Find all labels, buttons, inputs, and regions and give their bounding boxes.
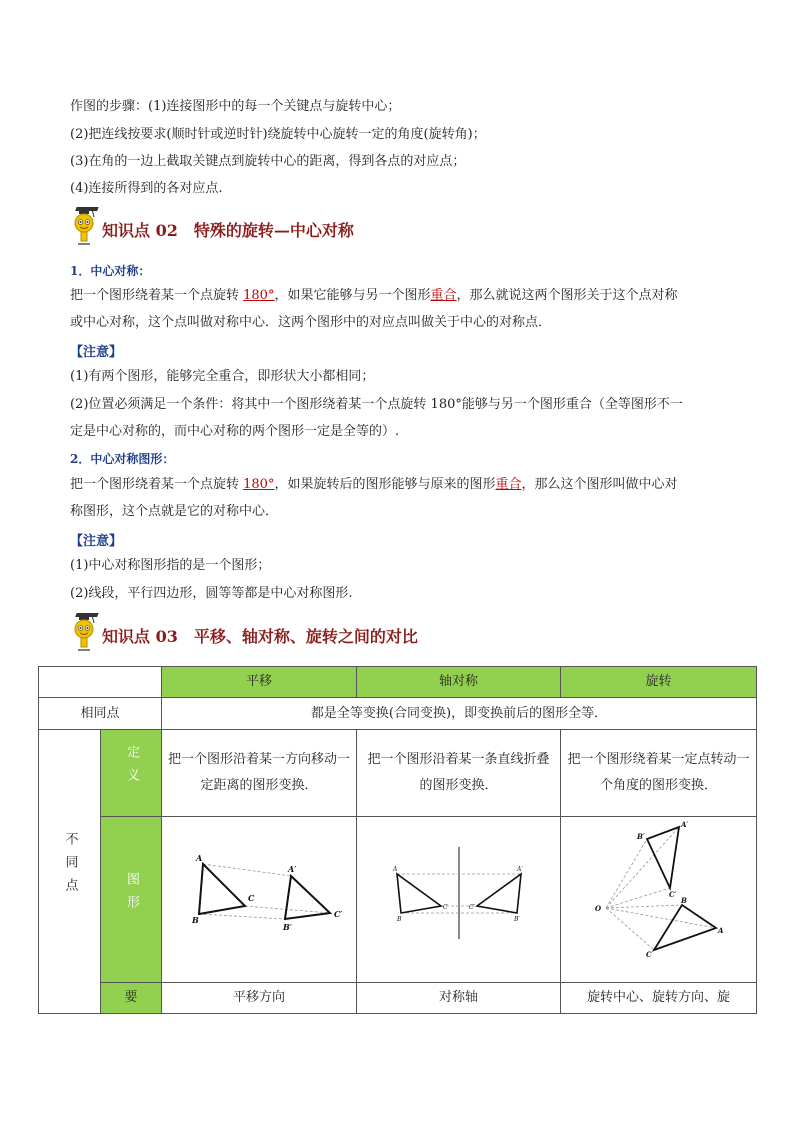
- intro-line-3: (3)在角的一边上截取关键点到旋转中心的距离，得到各点的对应点；: [70, 154, 466, 169]
- para2-degree: 180°: [243, 477, 275, 492]
- label-C-prime: C′: [669, 890, 677, 899]
- def-rotation: 把一个图形绕着某一定点转动一个角度的图形变换．: [561, 730, 757, 817]
- req-rotation: 旋转中心、旋转方向、旋: [561, 983, 757, 1014]
- label-B-prime: B′: [514, 916, 520, 923]
- label-B: B: [397, 916, 402, 923]
- reflection-diagram: [357, 817, 560, 972]
- label-C-prime: C′: [469, 904, 475, 911]
- kp03-heading: [68, 612, 468, 652]
- same-row: [39, 698, 757, 730]
- fig-rotation: [561, 817, 757, 983]
- label-A: A: [196, 853, 203, 863]
- header-rotation: 旋转: [561, 667, 757, 698]
- kp02-para1: [70, 287, 678, 305]
- note2-label: 【注意】: [70, 534, 123, 549]
- same-label: 相同点: [39, 698, 162, 730]
- note1-line-3: 定是中心对称的，而中心对称的两个图形一定是全等的）.: [70, 424, 400, 439]
- label-B-prime: B′: [637, 832, 645, 841]
- label-A-prime: A′: [288, 864, 297, 874]
- fig-label-cell: [101, 817, 162, 983]
- scholar-mascot-icon: [68, 206, 100, 246]
- def-reflection: 把一个图形沿着某一条直线折叠的图形变换．: [357, 730, 561, 817]
- para2-post: ，那么这个图形叫做中心对: [521, 477, 678, 492]
- def-translation: 把一个图形沿着某一方向移动一定距离的图形变换．: [162, 730, 357, 817]
- req-translation: 平移方向: [162, 983, 357, 1014]
- requirement-row: [39, 983, 757, 1014]
- header-blank: [39, 667, 162, 698]
- para1-pre: 把一个图形绕着某一个点旋转: [70, 288, 244, 303]
- kp02-sub1: 1．中心对称：: [70, 264, 151, 278]
- intro-line-2: (2)把连线按要求(顺时针或逆时针)绕旋转中心旋转一定的角度(旋转角)；: [70, 127, 486, 142]
- label-A-prime: A′: [517, 866, 523, 873]
- def-label-cell: [101, 730, 162, 817]
- para2-mid: ，如果旋转后的图形能够与原来的图形: [274, 477, 496, 492]
- label-O: O: [595, 904, 602, 913]
- same-value: 都是全等变换(合同变换)，即变换前后的图形全等．: [162, 698, 757, 730]
- translation-diagram: [162, 817, 356, 972]
- label-C: C: [443, 904, 448, 911]
- label-A-prime: A′: [681, 820, 689, 829]
- label-B: B: [681, 896, 687, 905]
- scholar-mascot-icon: [68, 612, 100, 652]
- para1-mid: ，如果它能够与另一个图形: [274, 288, 431, 303]
- comparison-table: [38, 666, 757, 1014]
- label-B-prime: B′: [283, 922, 292, 932]
- label-B: B: [192, 915, 199, 925]
- para2-pre: 把一个图形绕着某一个点旋转: [70, 477, 244, 492]
- para1-degree: 180°: [243, 288, 275, 303]
- rotation-diagram: [561, 817, 756, 972]
- fig-label: 图形: [124, 871, 139, 918]
- table-header-row: [39, 667, 757, 698]
- kp02-para1-line2: 或中心对称，这个点叫做对称中心．这两个图形中的对应点叫做关于中心的对称点．: [70, 315, 552, 330]
- note1-line-2: (2)位置必须满足一个条件：将其中一个图形绕着某一个点旋转 180°能够与另一个图形重合（全等图形不一: [70, 397, 683, 412]
- label-A: A: [393, 866, 398, 873]
- para2-keyword: 重合: [495, 477, 522, 492]
- label-A: A: [718, 926, 724, 935]
- intro-line-1: 作图的步骤：(1)连接图形中的每一个关键点与旋转中心；: [70, 99, 401, 114]
- kp02-sub2: 2．中心对称图形：: [70, 452, 175, 466]
- note2-line-2: (2)线段，平行四边形，圆等等都是中心对称图形.: [70, 586, 353, 601]
- kp02-para2: [70, 476, 678, 494]
- label-C-prime: C′: [334, 909, 343, 919]
- label-C: C: [248, 893, 255, 903]
- header-reflection: 轴对称: [357, 667, 561, 698]
- kp02-title: 知识点 02 特殊的旋转—中心对称: [102, 221, 354, 240]
- note2-line-1: (1)中心对称图形指的是一个图形；: [70, 558, 271, 573]
- intro-line-4: (4)连接所得到的各对应点.: [70, 181, 223, 196]
- kp02-para2-line2: 称图形，这个点就是它的对称中心．: [70, 504, 279, 519]
- para1-keyword: 重合: [430, 288, 457, 303]
- note1-label: 【注意】: [70, 345, 123, 360]
- note1-line-1: (1)有两个图形，能够完全重合，即形状大小都相同；: [70, 369, 375, 384]
- fig-reflection: [357, 817, 561, 983]
- def-label: 定义: [124, 745, 139, 791]
- kp02-heading: [68, 206, 468, 246]
- definition-row: [39, 730, 757, 817]
- header-translation: 平移: [162, 667, 357, 698]
- fig-translation: [162, 817, 357, 983]
- kp03-title: 知识点 03 平移、轴对称、旋转之间的对比: [102, 627, 418, 646]
- figure-row: [39, 817, 757, 983]
- label-C: C: [646, 950, 652, 959]
- diff-label: 不同点: [62, 832, 78, 901]
- req-label: 要: [101, 983, 162, 1014]
- req-reflection: 对称轴: [357, 983, 561, 1014]
- diff-label-cell: [39, 730, 101, 1014]
- para1-post: ，那么就说这两个图形关于这个点对称: [456, 288, 678, 303]
